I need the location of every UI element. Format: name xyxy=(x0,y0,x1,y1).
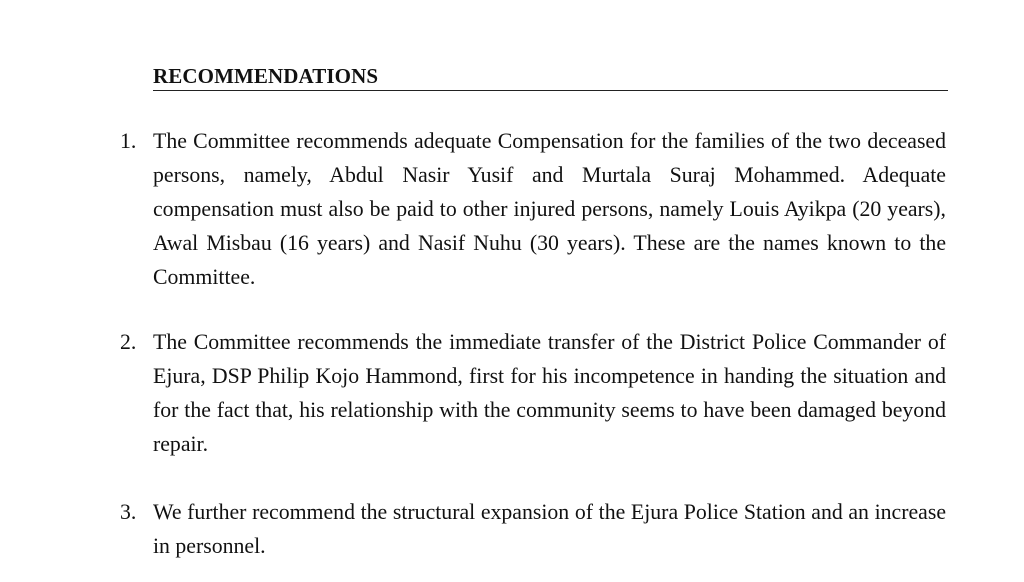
recommendation-item-2 xyxy=(120,325,946,461)
recommendation-text: We further recommend the structural expansion of the Ejura Police Station and an increase in personnel. xyxy=(153,500,946,558)
recommendation-number: 3. xyxy=(120,500,137,524)
recommendation-item-3 xyxy=(120,495,946,563)
recommendation-text: The Committee recommends the immediate transfer of the District Police Commander of Ejura, DSP Philip Kojo Hammond, first for his incompetence in handing the situation and for the fact that, his relationship with the community seems to have been damaged beyond repair. xyxy=(153,330,946,456)
recommendation-number: 2. xyxy=(120,330,137,354)
recommendation-item-1 xyxy=(120,124,946,294)
section-heading-text: RECOMMENDATIONS xyxy=(153,64,379,88)
recommendation-number: 1. xyxy=(120,129,137,153)
recommendation-text: The Committee recommends adequate Compensation for the families of the two deceased persons, namely, Abdul Nasir Yusif and Murtala Suraj Mohammed. Adequate compensation must also be paid to other injured persons, namely Louis Ayikpa (20 years), Awal Misbau (16 years) and Nasif Nuhu (30 years). These are the names known to the Committee. xyxy=(153,129,946,289)
section-heading xyxy=(153,62,948,91)
